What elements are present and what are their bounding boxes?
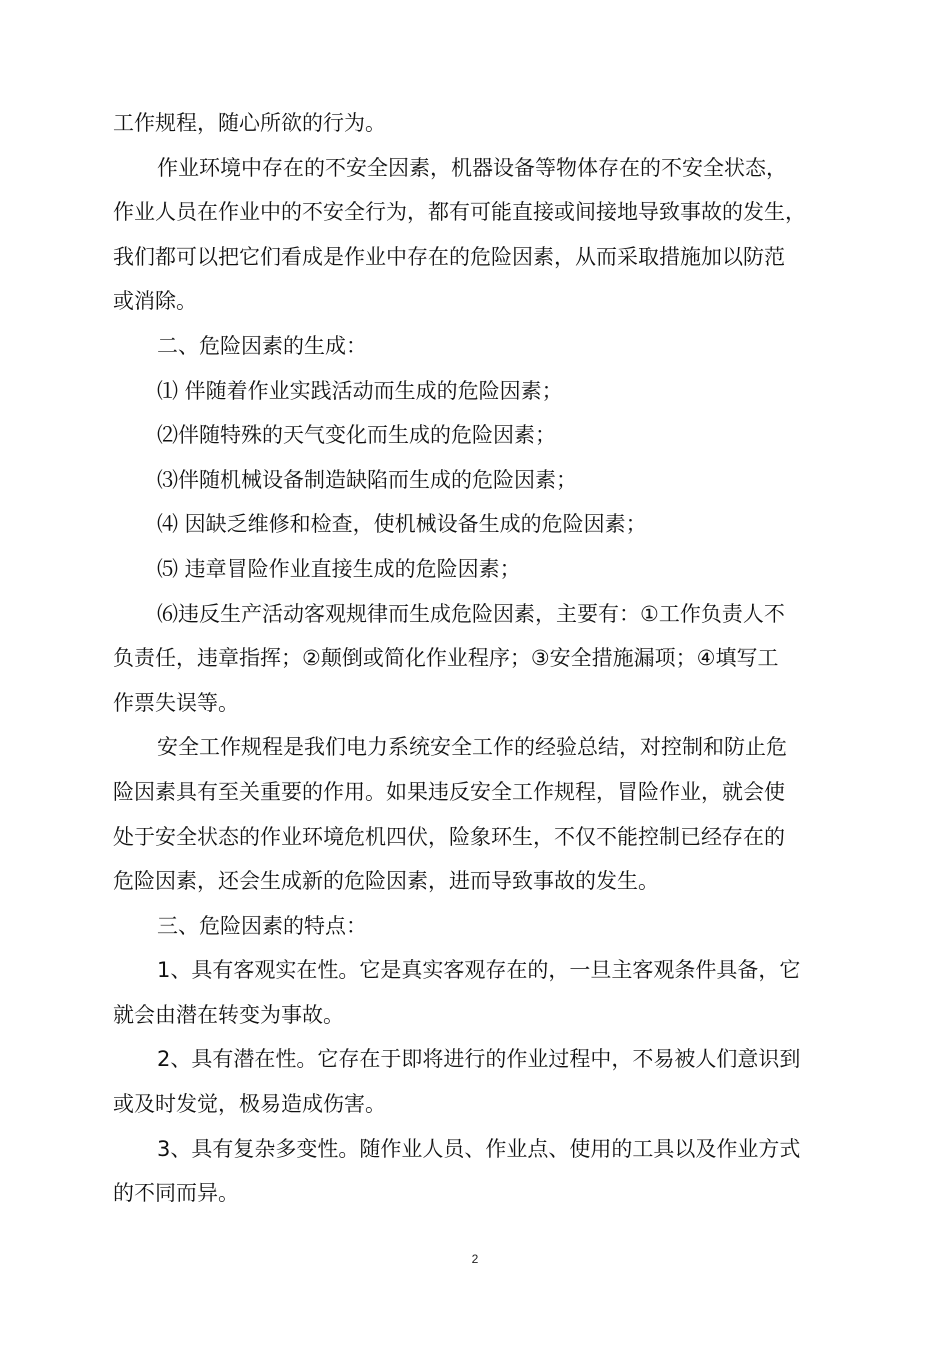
text-line: 就会由潜在转变为事故。 [113,1002,344,1027]
text-line: 处于安全状态的作业环境危机四伏，险象环生，不仅不能控制已经存在的 [113,824,785,849]
text-line: 安全工作规程是我们电力系统安全工作的经验总结，对控制和防止危 [157,735,787,760]
text-line: 2、具有潜在性。它存在于即将进行的作业过程中，不易被人们意识到 [157,1047,801,1072]
text-line: 或及时发觉，极易造成伤害。 [113,1092,386,1117]
text-line: 负责任，违章指挥；②颠倒或简化作业程序；③安全措施漏项；④填写工 [113,646,779,671]
text-line: 我们都可以把它们看成是作业中存在的危险因素，从而采取措施加以防范 [113,244,785,269]
text-line: ⑵伴随特殊的天气变化而生成的危险因素； [157,423,556,448]
text-line: 作票失误等。 [113,690,239,715]
text-line: 1、具有客观实在性。它是真实客观存在的，一旦主客观条件具备，它 [157,958,801,983]
text-line: 工作规程，随心所欲的行为。 [113,111,386,135]
text-line: ⑴ 伴随着作业实践活动而生成的危险因素； [157,378,563,403]
text-line: ⑶伴随机械设备制造缺陷而生成的危险因素； [157,467,577,492]
text-line: ⑹违反生产活动客观规律而生成危险因素，主要有：①工作负责人不 [157,601,785,626]
text-line: 危险因素，还会生成新的危险因素，进而导致事故的发生。 [113,869,659,894]
text-line: 作业环境中存在的不安全因素，机器设备等物体存在的不安全状态， [157,155,787,180]
text-line: 险因素具有至关重要的作用。如果违反安全工作规程，冒险作业，就会使 [113,779,785,804]
text-line: ⑸ 违章冒险作业直接生成的危险因素； [157,556,521,581]
text-line: ⑷ 因缺乏维修和检查，使机械设备生成的危险因素； [157,512,647,537]
text-line: 3、具有复杂多变性。随作业人员、作业点、使用的工具以及作业方式 [157,1136,801,1161]
text-line: 或消除。 [113,289,197,314]
text-line: 的不同而异。 [113,1181,239,1206]
text-line: 三、危险因素的特点： [157,913,367,938]
document-body [113,101,806,1216]
text-line: 二、危险因素的生成： [157,333,367,358]
page-number: 2 [471,1252,479,1266]
text-line: 作业人员在作业中的不安全行为，都有可能直接或间接地导致事故的发生， [113,200,806,225]
